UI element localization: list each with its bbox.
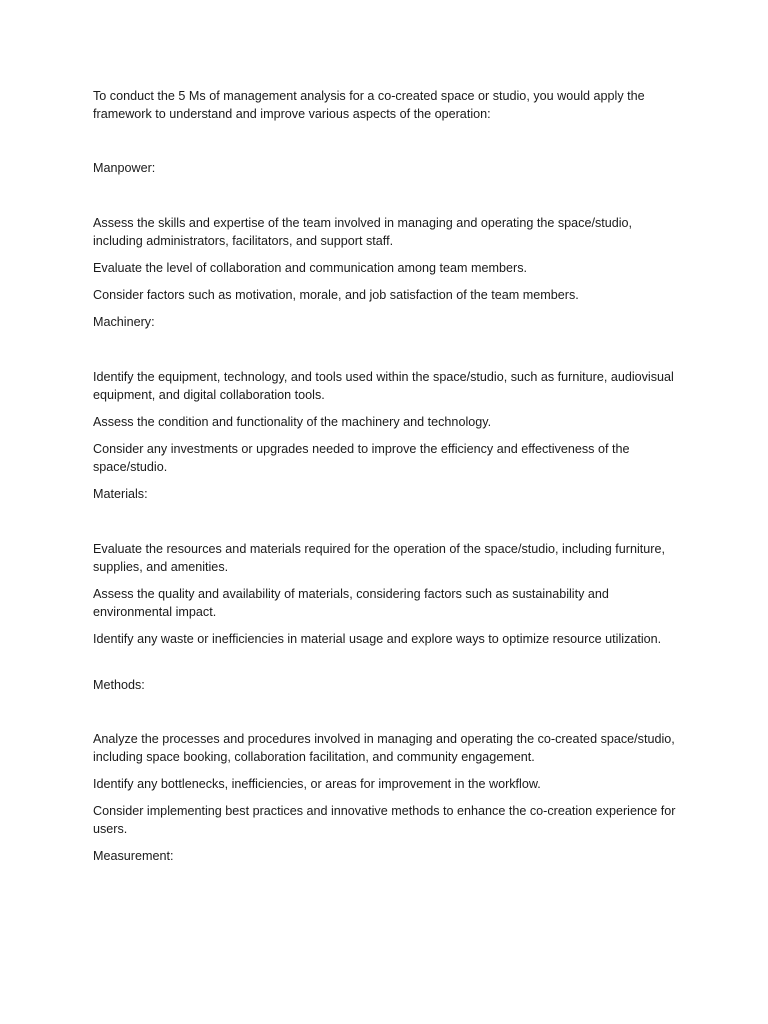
manpower-item-1: Assess the skills and expertise of the team involved in managing and operating the space/studio, including administrators, facilitators, and support staff. (93, 216, 633, 248)
materials-item-3: Identify any waste or inefficiencies in material usage and explore ways to optimize resource utilization. (93, 632, 662, 646)
section-heading-methods: Methods: (93, 678, 145, 692)
manpower-item-2: Evaluate the level of collaboration and communication among team members. (93, 261, 528, 275)
section-heading-materials: Materials: (93, 487, 148, 501)
machinery-item-1: Identify the equipment, technology, and tools used within the space/studio, such as furniture, audiovisual equipment, and digital collaboration tools. (93, 370, 674, 402)
machinery-item-2: Assess the condition and functionality of the machinery and technology. (93, 415, 492, 429)
materials-item-2: Assess the quality and availability of materials, considering factors such as sustainability and environmental impact. (93, 587, 609, 619)
methods-item-2: Identify any bottlenecks, inefficiencies, or areas for improvement in the workflow. (93, 777, 541, 791)
section-heading-measurement: Measurement: (93, 849, 174, 863)
methods-item-1: Analyze the processes and procedures involved in managing and operating the co-created space/studio, including space booking, collaboration facilitation, and community engagement. (93, 732, 675, 764)
methods-item-3: Consider implementing best practices and innovative methods to enhance the co-creation experience for users. (93, 804, 676, 836)
section-heading-machinery: Machinery: (93, 315, 155, 329)
materials-item-1: Evaluate the resources and materials required for the operation of the space/studio, including furniture, supplies, and amenities. (93, 542, 665, 574)
intro-paragraph: To conduct the 5 Ms of management analysis for a co-created space or studio, you would apply the framework to understand and improve various aspects of the operation: (93, 89, 645, 121)
section-heading-manpower: Manpower: (93, 161, 156, 175)
manpower-item-3: Consider factors such as motivation, morale, and job satisfaction of the team members. (93, 288, 579, 302)
machinery-item-3: Consider any investments or upgrades needed to improve the efficiency and effectiveness of the space/studio. (93, 442, 630, 474)
